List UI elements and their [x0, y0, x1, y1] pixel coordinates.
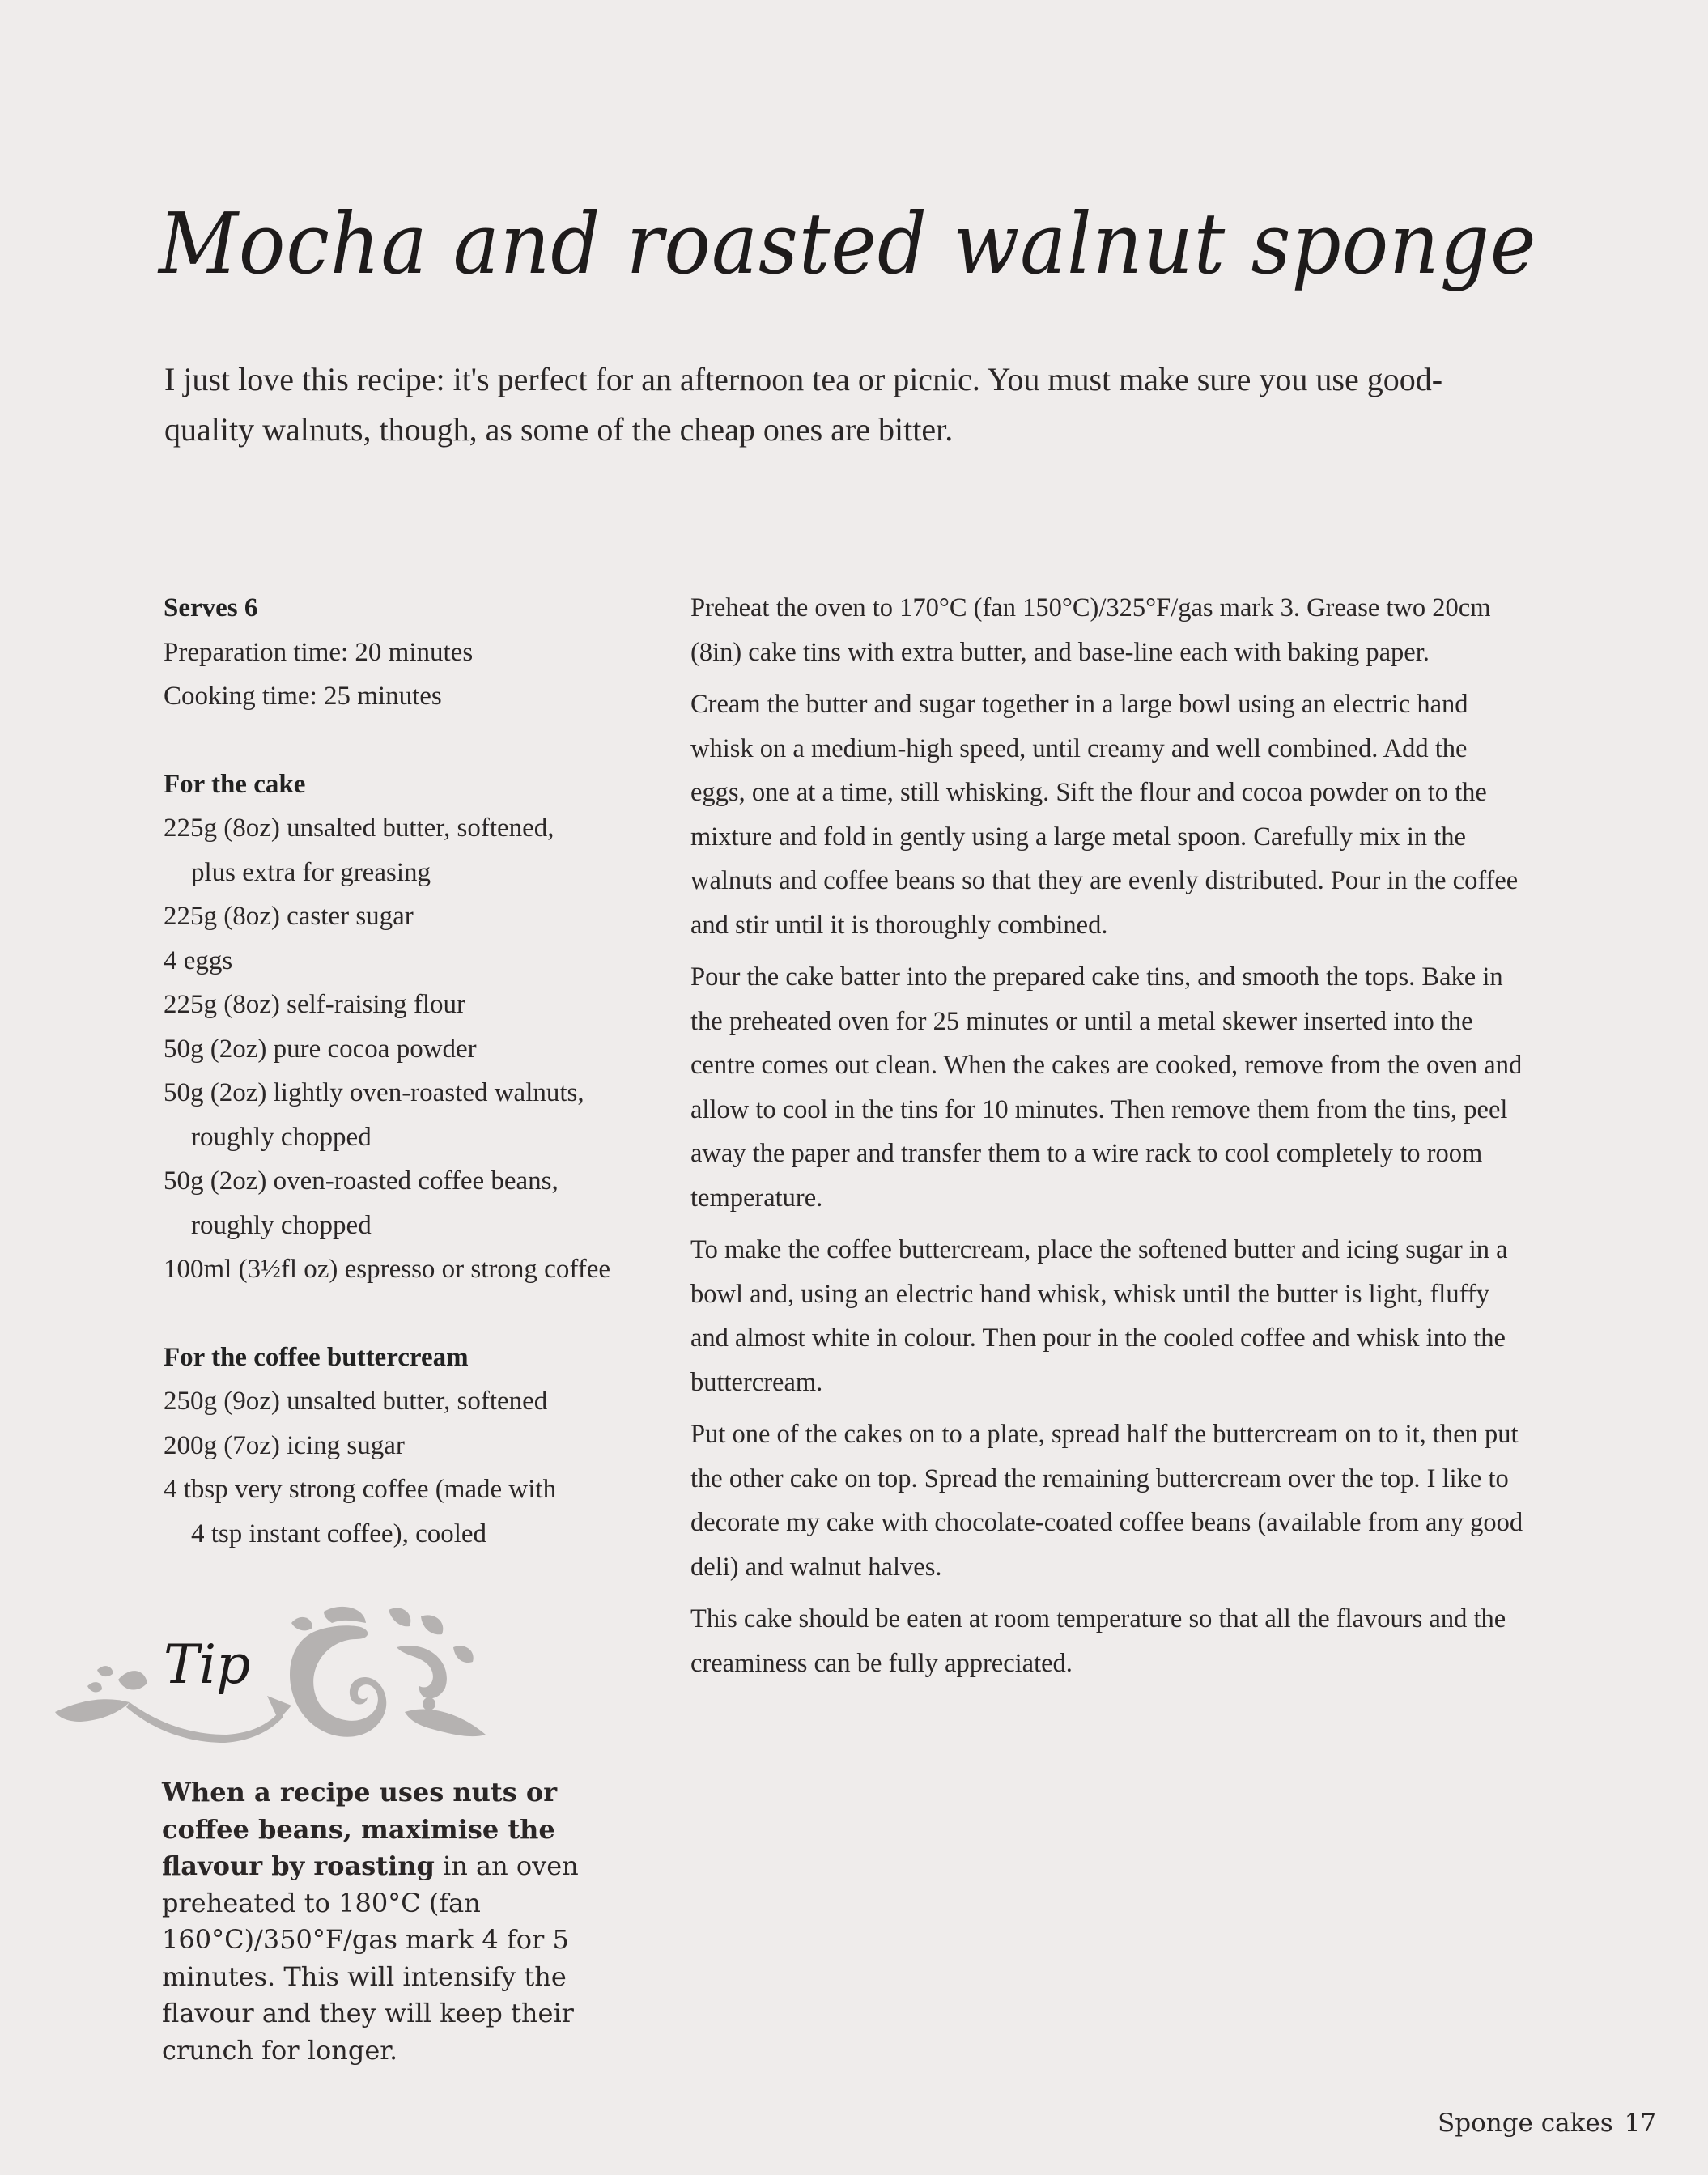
method-step: Cream the butter and sugar together in a large bowl using an electric hand whisk on a medium-high speed, until creamy and well combined. Add the eggs, one at a time, still whisking. Sift the flour and cocoa powder on to the mixture and fold in gently using a large metal spoon. Carefully mix in the walnuts and coffee beans so that they are evenly distributed. Pour in the coffee and stir until it is thoroughly combined. [690, 690, 1519, 940]
prep-time: Preparation time: 20 minutes [164, 637, 474, 667]
section-name: Sponge cakes [1438, 2109, 1613, 2138]
method-step: This cake should be eaten at room temperature so that all the flavours and the creaminess can be fully appreciated. [690, 1604, 1506, 1678]
page-title: Mocha and roasted walnut sponge [159, 194, 1537, 293]
buttercream-ingredient-list [164, 1379, 649, 1556]
ingredient-line: 100ml (3½fl oz) espresso or strong coffee [164, 1255, 610, 1284]
page-footer [1438, 2109, 1656, 2138]
spacer [164, 1292, 649, 1336]
tip-label: Tip [164, 1633, 251, 1696]
page-number: 17 [1624, 2109, 1657, 2138]
ingredient-line: 50g (2oz) pure cocoa powder [164, 1034, 477, 1064]
tip-body: in an oven preheated to 180°C (fan 160°C)/350°F/gas mark 4 for 5 minutes. This will intensify the flavour and they will keep their crunch for longer. [162, 1850, 579, 2066]
recipe-sidebar [164, 586, 649, 1556]
method-column [690, 586, 1524, 1693]
serves-label: Serves 6 [164, 593, 258, 622]
buttercream-ingredients-heading: For the coffee buttercream [164, 1342, 469, 1372]
method-step: Preheat the oven to 170°C (fan 150°C)/325°F/gas mark 3. Grease two 20cm (8in) cake tins with extra butter, and base-line each with baking paper. [690, 593, 1491, 667]
method-step: To make the coffee buttercream, place the softened butter and icing sugar in a bowl and, using an electric hand whisk, whisk until the butter is light, fluffy and almost white in colour. Then pour in the cooled coffee and whisk into the buttercream. [690, 1235, 1508, 1397]
ingredient-line: 225g (8oz) caster sugar [164, 902, 414, 931]
floral-flourish-icon [49, 1599, 502, 1752]
ingredient-line: 4 tsp instant coffee), cooled [191, 1519, 487, 1548]
cook-time: Cooking time: 25 minutes [164, 682, 442, 711]
ingredient-line: 4 eggs [164, 945, 233, 975]
method-step: Pour the cake batter into the prepared cake tins, and smooth the tops. Bake in the preheated oven for 25 minutes or until a metal skewer inserted into the centre comes out clean. When the cakes are cooked, remove from the oven and allow to cool in the tins for 10 minutes. Then remove them from the tins, peel away the paper and transfer them to a wire rack to cool completely to room temperature. [690, 962, 1523, 1213]
ingredient-line: 4 tbsp very strong coffee (made with [164, 1475, 557, 1504]
ingredient-line: plus extra for greasing [191, 857, 431, 887]
cake-ingredients-heading: For the cake [164, 769, 306, 799]
ingredient-line: roughly chopped [191, 1122, 372, 1152]
ingredient-line: 50g (2oz) oven-roasted coffee beans, [164, 1166, 559, 1196]
recipe-intro: I just love this recipe: it's perfect for an afternoon tea or picnic. You must make sure you use good-quality walnuts, though, as some of the cheap ones are bitter. [164, 361, 1443, 448]
cake-ingredient-list [164, 806, 649, 1292]
tip-bold-intro: When a recipe uses nuts or coffee beans, maximise the flavour by roasting [162, 1777, 558, 1881]
method-step: Put one of the cakes on to a plate, spread half the buttercream on to it, then put the other cake on top. Spread the remaining buttercream over the top. I like to decorate my cake with chocolate-coated coffee beans (available from any good deli) and walnut halves. [690, 1420, 1523, 1582]
ingredient-line: 250g (9oz) unsalted butter, softened [164, 1387, 548, 1416]
ingredient-line: roughly chopped [191, 1210, 372, 1240]
ingredient-line: 225g (8oz) self-raising flour [164, 990, 465, 1019]
ingredient-line: 50g (2oz) lightly oven-roasted walnuts, [164, 1078, 584, 1107]
spacer [164, 719, 649, 763]
ingredient-line: 225g (8oz) unsalted butter, softened, [164, 814, 554, 843]
tip-text [162, 1774, 648, 2069]
ingredient-line: 200g (7oz) icing sugar [164, 1430, 405, 1460]
